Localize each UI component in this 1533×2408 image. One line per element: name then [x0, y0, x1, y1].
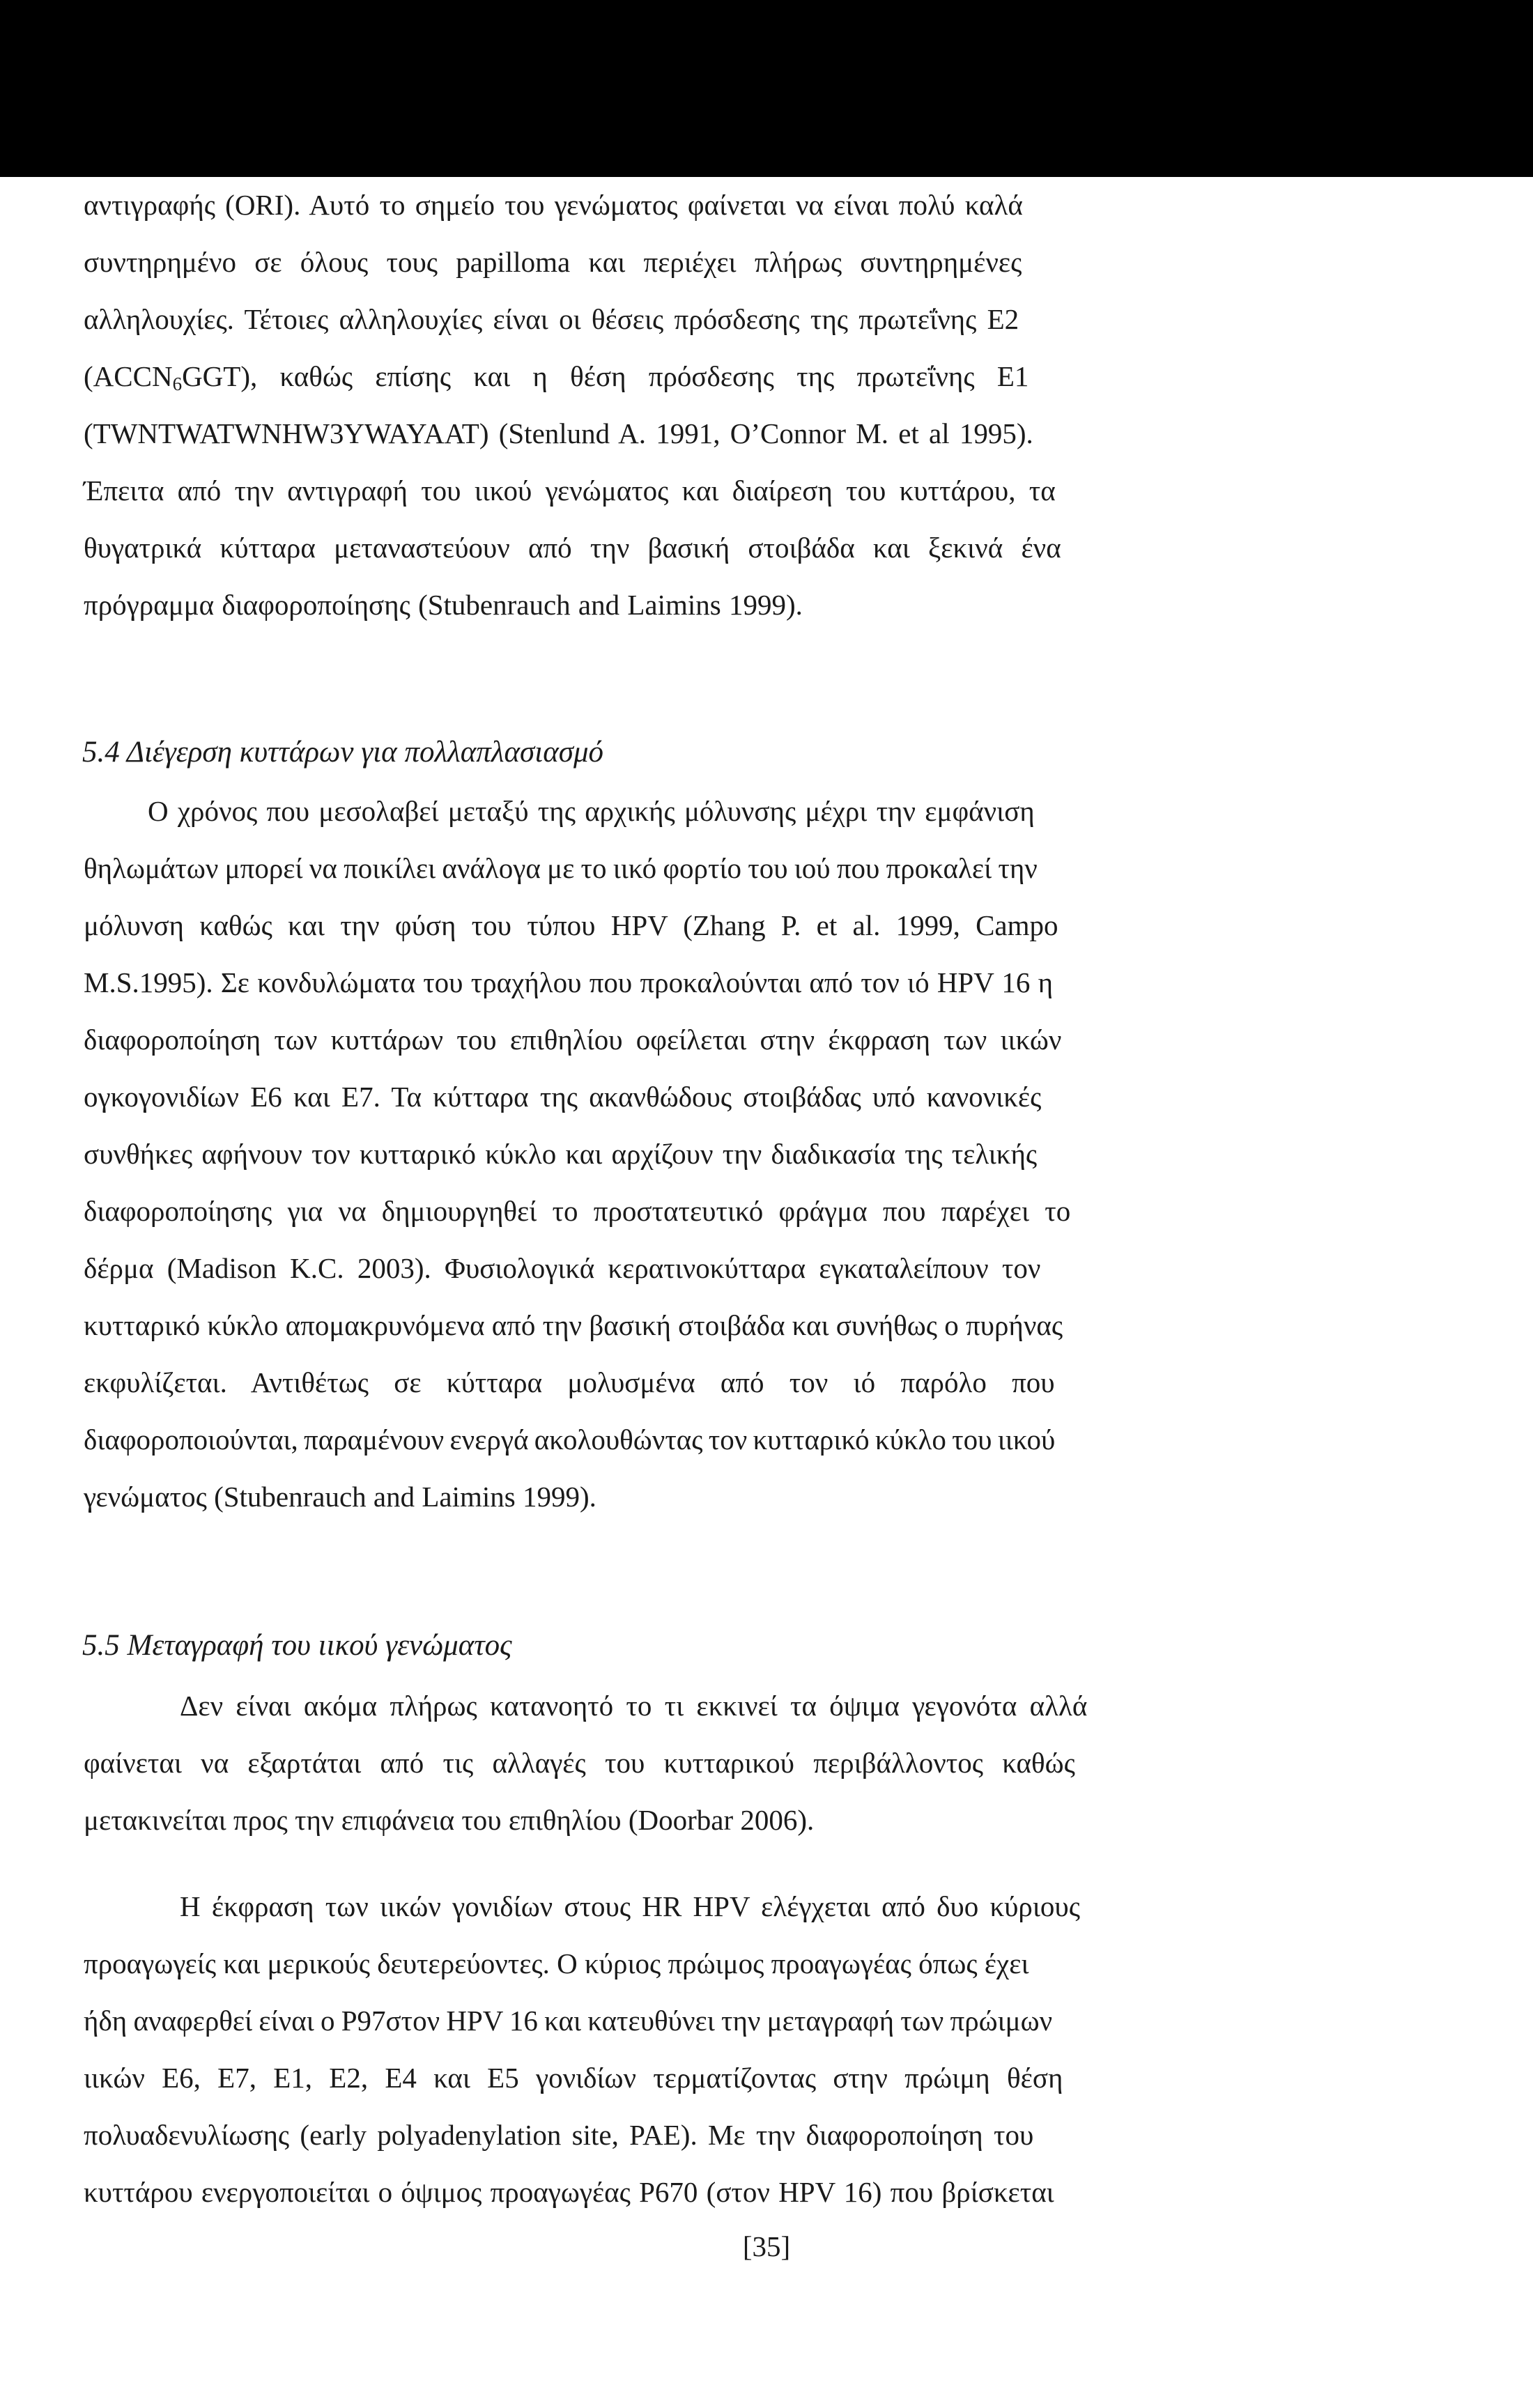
section-number: 5.5: [82, 1629, 120, 1662]
text-line: δέρμα (Madison K.C. 2003). Φυσιολογικά κερατινοκύτταρα εγκαταλείπουν τον: [84, 1252, 1041, 1284]
text-line: γενώματος (Stubenrauch and Laimins 1999).: [84, 1481, 596, 1513]
text-line: Δεν είναι ακόμα πλήρως κατανοητό το τι εκκινεί τα όψιμα γεγονότα αλλά: [180, 1690, 1088, 1722]
subscript: 6: [172, 373, 183, 394]
text-span: GGT), καθώς επίσης και η θέση πρόσδεσης της πρωτεΐνης Ε1: [182, 360, 1029, 392]
text-line: Έπειτα από την αντιγραφή του ιικού γενώματος και διαίρεση του κυττάρου, τα: [84, 474, 1056, 507]
sequence-text: (ACCN: [84, 360, 173, 392]
section-title: Διέγερση κυττάρων για πολλαπλασιασμό: [126, 736, 604, 769]
text-line: μετακινείται προς την επιφάνεια του επιθηλίου (Doorbar 2006).: [84, 1804, 815, 1836]
text-line: ιικών Ε6, Ε7, Ε1, Ε2, Ε4 και Ε5 γονιδίων τερματίζοντας στην πρώιμη θέση: [84, 2062, 1063, 2094]
text-line: ογκογονιδίων Ε6 και Ε7. Τα κύτταρα της ακανθώδους στοιβάδας υπό κανονικές: [84, 1081, 1042, 1113]
text-line: Η έκφραση των ιικών γονιδίων στους HR HPV ελέγχεται από δυο κύριους: [180, 1890, 1080, 1922]
document-page: [0, 177, 1533, 2408]
text-line: πρόγραμμα διαφοροποίησης (Stubenrauch and Laimins 1999).: [84, 589, 803, 621]
scan-top-band: [0, 0, 1533, 177]
text-line: κυττάρου ενεργοποιείται ο όψιμος προαγωγέας P670 (στον HPV 16) που βρίσκεται: [84, 2176, 1054, 2208]
text-line: διαφοροποιούνται, παραμένουν ενεργά ακολουθώντας τον κυτταρικό κύκλο του ιικού: [84, 1423, 1056, 1456]
text-line: αντιγραφής (ORI). Αυτό το σημείο του γενώματος φαίνεται να είναι πολύ καλά: [84, 189, 1023, 221]
section-heading: [82, 737, 603, 767]
text-line: ήδη αναφερθεί είναι ο P97στον HPV 16 και κατευθύνει την μεταγραφή των πρώιμων: [84, 2005, 1053, 2037]
text-line-with-subscript: [84, 360, 1029, 394]
text-line: διαφοροποίηση των κυττάρων του επιθηλίου οφείλεται στην έκφραση των ιικών: [84, 1024, 1062, 1056]
text-line: Ο χρόνος που μεσολαβεί μεταξύ της αρχικής μόλυνσης μέχρι την εμφάνιση: [148, 795, 1035, 827]
text-line: (TWNTWATWNHW3YWAYAAT) (Stenlund A. 1991, O’Connor M. et al 1995).: [84, 417, 1033, 449]
text-line: θηλωμάτων μπορεί να ποικίλει ανάλογα με το ιικό φορτίο του ιού που προκαλεί την: [84, 852, 1038, 884]
text-line: εκφυλίζεται. Αντιθέτως σε κύτταρα μολυσμένα από τον ιό παρόλο που: [84, 1366, 1055, 1398]
text-line: φαίνεται να εξαρτάται από τις αλλαγές του κυτταρικού περιβάλλοντος καθώς: [84, 1747, 1075, 1779]
text-line: αλληλουχίες. Τέτοιες αλληλουχίες είναι οι θέσεις πρόσδεσης της πρωτεΐνης Ε2: [84, 303, 1019, 335]
text-line: M.S.1995). Σε κονδυλώματα του τραχήλου που προκαλούνται από τον ιό HPV 16 η: [84, 966, 1054, 998]
text-line: συντηρημένο σε όλους τους papilloma και περιέχει πλήρως συντηρημένες: [84, 246, 1022, 278]
text-line: πολυαδενυλίωσης (early polyadenylation site, PAE). Με την διαφοροποίηση του: [84, 2119, 1034, 2151]
section-heading: [82, 1630, 512, 1660]
section-number: 5.4: [82, 736, 120, 769]
text-line: προαγωγείς και μερικούς δευτερεύοντες. Ο κύριος πρώιμος προαγωγέας όπως έχει: [84, 1947, 1029, 1979]
text-line: κυτταρικό κύκλο απομακρυνόμενα από την βασική στοιβάδα και συνήθως ο πυρήνας: [84, 1309, 1063, 1341]
section-title: Μεταγραφή του ιικού γενώματος: [127, 1629, 512, 1662]
text-line: διαφοροποίησης για να δημιουργηθεί το προστατευτικό φράγμα που παρέχει το: [84, 1195, 1071, 1227]
text-line: συνθήκες αφήνουν τον κυτταρικό κύκλο και αρχίζουν την διαδικασία της τελικής: [84, 1138, 1038, 1170]
text-line: θυγατρικά κύτταρα μεταναστεύουν από την βασική στοιβάδα και ξεκινά ένα: [84, 532, 1061, 564]
page-number: [35]: [742, 2230, 791, 2262]
text-line: μόλυνση καθώς και την φύση του τύπου HPV (Zhang P. et al. 1999, Campo: [84, 909, 1058, 941]
